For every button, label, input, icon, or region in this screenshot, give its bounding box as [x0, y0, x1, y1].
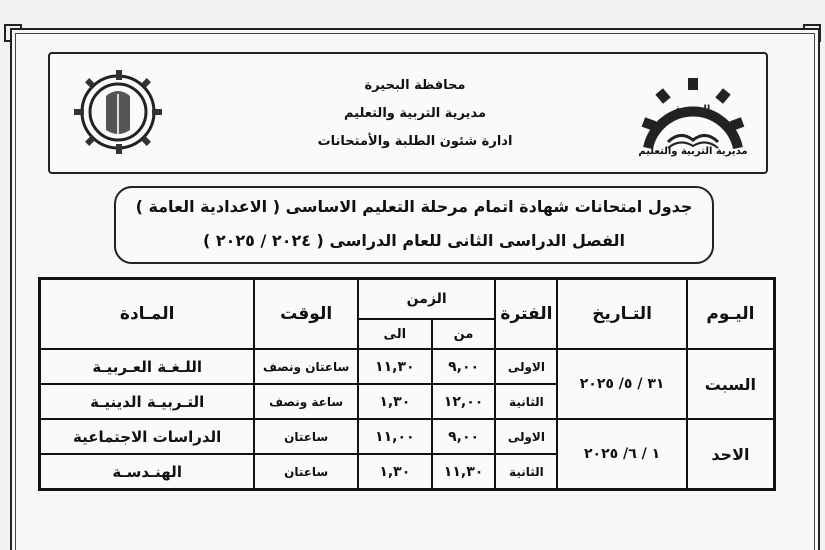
- period-cell: الاولى: [495, 419, 557, 454]
- date-cell: ١ / ٦/ ٢٠٢٥: [557, 419, 686, 490]
- col-subject: المـادة: [40, 279, 255, 350]
- col-from: من: [432, 319, 496, 349]
- governorate-name: محافظة البحيرة: [364, 78, 466, 93]
- time-cell: ساعتان ونصف: [254, 349, 358, 384]
- table-row: [40, 349, 775, 384]
- from-cell: ١١,٣٠: [432, 454, 496, 490]
- to-cell: ١,٣٠: [358, 454, 432, 490]
- to-cell: ١١,٣٠: [358, 349, 432, 384]
- col-time: الوقت: [254, 279, 358, 350]
- day-cell: السبت: [687, 349, 775, 419]
- subject-cell: الدراسات الاجتماعية: [40, 419, 255, 454]
- from-cell: ٩,٠٠: [432, 419, 496, 454]
- logo-caption: مديرية التربية والتعليم: [638, 146, 748, 157]
- from-cell: ٩,٠٠: [432, 349, 496, 384]
- col-period: الفترة: [495, 279, 557, 350]
- period-cell: الاولى: [495, 349, 557, 384]
- subject-cell: التـربيـة الدينيـة: [40, 384, 255, 419]
- exam-title-box: [114, 186, 714, 264]
- subject-cell: اللـغـة العـربيـة: [40, 349, 255, 384]
- col-date: التـاريخ: [557, 279, 686, 350]
- from-cell: ١٢,٠٠: [432, 384, 496, 419]
- table-row: [40, 419, 775, 454]
- governorate-logo-icon: [66, 66, 170, 158]
- col-duration: الزمن: [358, 279, 496, 320]
- directorate-name: مديرية التربية والتعليم: [343, 106, 487, 121]
- date-cell: ٣١ / ٥/ ٢٠٢٥: [557, 349, 686, 419]
- exam-schedule-table: [38, 277, 776, 491]
- col-day: اليـوم: [687, 279, 775, 350]
- logo-top-text: البحيرة: [675, 104, 711, 115]
- to-cell: ١,٣٠: [358, 384, 432, 419]
- header-text: [290, 72, 540, 156]
- to-cell: ١١,٠٠: [358, 419, 432, 454]
- header-box: [48, 52, 768, 174]
- col-to: الى: [358, 319, 432, 349]
- subject-cell: الهنـدسـة: [40, 454, 255, 490]
- administration-name: ادارة شئون الطلبة والأمتحانات: [317, 134, 513, 149]
- time-cell: ساعتان: [254, 454, 358, 490]
- period-cell: الثانية: [495, 384, 557, 419]
- period-cell: الثانية: [495, 454, 557, 490]
- table-header-row: [40, 279, 775, 320]
- time-cell: ساعة ونصف: [254, 384, 358, 419]
- exam-title: جدول امتحانات شهادة اتمام مرحلة التعليم الاساسى ( الاعدادية العامة ): [135, 197, 693, 216]
- day-cell: الاحد: [687, 419, 775, 490]
- exam-subtitle: الفصل الدراسى الثانى للعام الدراسى ( ٢٠٢٤ / ٢٠٢٥ ): [202, 231, 626, 250]
- time-cell: ساعتان: [254, 419, 358, 454]
